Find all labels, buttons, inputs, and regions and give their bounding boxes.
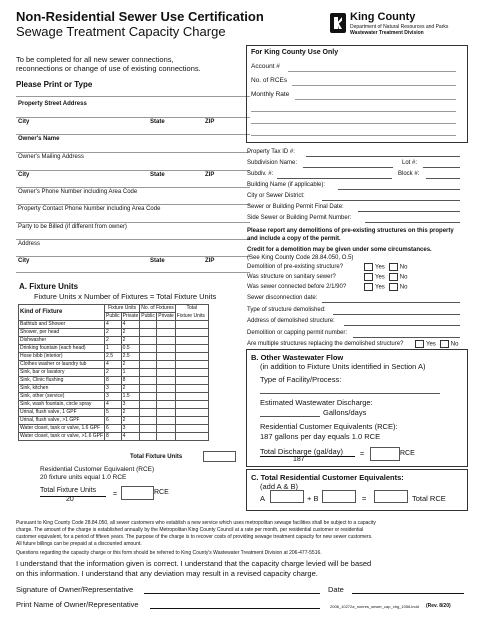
- fixture-units-public: 3: [105, 393, 122, 401]
- fixture-name: Shower, per head: [19, 329, 105, 337]
- side-sewer-field[interactable]: [365, 222, 460, 223]
- num-fixtures-private-field[interactable]: [157, 401, 176, 409]
- disconnect-label: Sewer disconnection date:: [247, 295, 318, 301]
- row-total-field[interactable]: [175, 321, 208, 329]
- permit-date-field[interactable]: [358, 211, 460, 212]
- fixture-units-private: 2: [121, 409, 140, 417]
- num-fixtures-private-field[interactable]: [157, 377, 176, 385]
- party-billed-label: Party to be Billed (if different from owner): [18, 224, 127, 230]
- date-label: Date: [328, 585, 344, 594]
- row-total-field[interactable]: [175, 369, 208, 377]
- gallons-label: Gallons/days: [323, 408, 367, 417]
- multiple-question: Are multiple structures replacing the demolished structure?: [247, 341, 404, 347]
- fixture-units-public: 2: [105, 329, 122, 337]
- fixture-units-public: 6: [105, 417, 122, 425]
- fixture-name: Water closet, tank or valve, 1.6 GPF: [19, 425, 105, 433]
- num-fixtures-public-field[interactable]: [140, 377, 157, 385]
- fixture-units-private: 1: [121, 369, 140, 377]
- intro-line-1: To be completed for all new sewer connections,: [16, 55, 174, 64]
- sanitary-yes-no: [360, 273, 407, 281]
- demo-no-checkbox[interactable]: [389, 263, 398, 271]
- form-revision: (Rev. 8/20): [426, 603, 451, 609]
- form-code: 2008_10272a_nonres_sewer_cap_chg_1056.indd: [330, 604, 419, 609]
- subdivision-label: Subdivision Name:: [247, 160, 298, 166]
- fixture-units-public: 4: [105, 321, 122, 329]
- row-total-field[interactable]: [175, 417, 208, 425]
- kc-rces-label: No. of RCEs: [251, 77, 288, 84]
- section-b-rce-field[interactable]: [370, 447, 400, 461]
- fixture-name: Bathtub and Shower: [19, 321, 105, 329]
- num-fixtures-public-field[interactable]: [140, 393, 157, 401]
- fixture-row: [19, 321, 209, 329]
- date-field[interactable]: [352, 593, 464, 594]
- facility-field[interactable]: [260, 393, 440, 394]
- estimated-field[interactable]: [260, 416, 320, 417]
- fixture-units-private: 3: [121, 425, 140, 433]
- sanitary-no-checkbox[interactable]: [389, 273, 398, 281]
- fixture-units-public: 5: [105, 409, 122, 417]
- estimated-label: Estimated Wastewater Discharge:: [260, 398, 373, 407]
- address-demo-label: Address of demolished structure:: [247, 318, 335, 324]
- fixture-row: [19, 353, 209, 361]
- sanitary-question: Was structure on sanitary sewer?: [247, 274, 336, 280]
- fixture-name: Sink, bar or lavatory: [19, 369, 105, 377]
- row-total-field[interactable]: [175, 433, 208, 441]
- rce-line-1: Residential Customer Equivalent (RCE): [40, 466, 155, 473]
- num-fixtures-private-field[interactable]: [157, 345, 176, 353]
- address-demo-field[interactable]: [344, 325, 460, 326]
- type-demo-field[interactable]: [333, 314, 460, 315]
- fixture-row: [19, 409, 209, 417]
- multiple-yes-label: Yes: [426, 341, 436, 348]
- kind-header: Kind of Fixture: [19, 305, 105, 321]
- num-fixtures-private-field[interactable]: [157, 393, 176, 401]
- fixture-units-private: 2.5: [121, 353, 140, 361]
- kc-box-title: For King County Use Only: [251, 49, 339, 56]
- address-label: Address: [18, 241, 41, 247]
- fixture-units-public: 2: [105, 369, 122, 377]
- fixture-name: Water closet, tank or valve, >1.6 GPF: [20, 433, 104, 439]
- multiple-no-label: No: [450, 341, 459, 348]
- footer-paragraph-3: customer equivalent, for a period of fifteen years. The purpose of the charge is to recover costs of providing sewage treatment capacity for new sewer customers.: [16, 534, 373, 540]
- credit-line-2: (See King County Code 28.84.050, O.5): [247, 255, 354, 261]
- tfu-label: Total Fixture Units: [40, 487, 97, 494]
- fixture-units-private: 4: [121, 321, 140, 329]
- section-c-total-field[interactable]: [374, 490, 408, 503]
- num-fixtures-private-field[interactable]: [157, 361, 176, 369]
- property-contact-field[interactable]: [16, 222, 250, 223]
- fixture-row: [19, 417, 209, 425]
- multiple-yes-no: [415, 340, 458, 348]
- state-label-3: State: [150, 258, 165, 264]
- section-b-rce-1: Residential Customer Equivalents (RCE):: [260, 422, 398, 431]
- section-b-rce-label: RCE: [400, 450, 415, 457]
- tfu-equals: =: [113, 491, 118, 498]
- row-total-field[interactable]: [175, 337, 208, 345]
- demo-yes-label: Yes: [375, 264, 385, 271]
- num-fixtures-private-field[interactable]: [157, 337, 176, 345]
- fixture-name: Sink, Clinic flushing: [19, 377, 105, 385]
- state-label-2: State: [150, 172, 165, 178]
- fixture-units-private: 2: [121, 361, 140, 369]
- num-fixtures-public-field[interactable]: [140, 385, 157, 393]
- signature-label: Signature of Owner/Representative: [16, 585, 134, 594]
- fixture-name: Sink, wash fountain, circle spray: [19, 401, 105, 409]
- building-name-label: Building Name (if applicable):: [247, 182, 326, 188]
- demo-permit-field[interactable]: [353, 337, 460, 338]
- type-demo-label: Type of structure demolished:: [247, 307, 326, 313]
- section-c-subtitle: (add A & B): [260, 482, 298, 491]
- section-b-title: B. Other Wastewater Flow: [251, 353, 344, 362]
- fixture-row: [19, 337, 209, 345]
- print-instruction: Please Print or Type: [16, 80, 93, 89]
- nf-private-header: Private: [158, 313, 174, 319]
- lot-field[interactable]: [423, 167, 460, 168]
- signature-field[interactable]: [144, 593, 320, 594]
- section-a-title: A. Fixture Units: [19, 282, 79, 291]
- num-fixtures-public-field[interactable]: [140, 417, 157, 425]
- report-line-1: Please report any demolitions of pre-existing structures on this property: [247, 228, 454, 234]
- fixture-name: Urinal, flush valve, >1 GPF: [19, 417, 105, 425]
- city-district-label: City or Sewer District:: [247, 193, 305, 199]
- demo-question: Demolition of pre-existing structure?: [247, 264, 344, 270]
- fixture-units-private: 2: [121, 385, 140, 393]
- zip-label-3: ZIP: [205, 258, 215, 264]
- block-field[interactable]: [426, 178, 460, 179]
- demo-permit-label: Demolition or capping permit number:: [247, 330, 348, 336]
- connected-yes-label: Yes: [375, 284, 385, 291]
- fixture-name: Sink, other (service): [19, 393, 105, 401]
- fixture-row: [19, 361, 209, 369]
- tax-id-label: Property Tax ID #:: [247, 149, 295, 155]
- fixture-units-private: 4: [121, 433, 140, 441]
- understand-line-1: I understand that the information given is correct. I understand that the capacity charge levied will be based: [16, 559, 372, 568]
- connected-question: Was sewer connected before 2/1/90?: [247, 284, 347, 290]
- kc-account-label: Account #: [251, 63, 280, 70]
- city-district-field[interactable]: [322, 200, 460, 201]
- num-fixtures-public-field[interactable]: [140, 345, 157, 353]
- row-total-field[interactable]: [175, 393, 208, 401]
- kc-account-field[interactable]: [288, 71, 456, 72]
- understand-line-2: on this information. I understand that any deviation may result in a revised capacity charge.: [16, 569, 318, 578]
- owner-phone-field[interactable]: [16, 204, 250, 205]
- kc-rces-field[interactable]: [292, 85, 456, 86]
- fixture-row: [19, 377, 209, 385]
- row-total-field[interactable]: [175, 425, 208, 433]
- row-total-field[interactable]: [175, 353, 208, 361]
- num-fixtures-public-field[interactable]: [140, 321, 157, 329]
- fixture-row: [19, 345, 209, 353]
- owner-mailing-label: Owner's Mailing Address: [18, 154, 84, 160]
- fixture-name: Hose bibb (interior): [19, 353, 105, 361]
- print-name-field[interactable]: [150, 608, 320, 609]
- city-field-3[interactable]: [16, 272, 250, 273]
- row-total-field[interactable]: [175, 345, 208, 353]
- rce-line-2: 20 fixture units equal 1.0 RCE: [40, 474, 127, 481]
- lot-label: Lot #:: [402, 160, 418, 166]
- report-line-2: and include a copy of the permit.: [247, 236, 341, 242]
- fixture-units-private: 3: [121, 401, 140, 409]
- section-c-b-label: + B: [307, 494, 319, 503]
- zip-label-1: ZIP: [205, 119, 215, 125]
- num-fixtures-public-field[interactable]: [140, 337, 157, 345]
- total-header-2: Fixture Units: [175, 313, 208, 321]
- permit-date-label: Sewer or Building Permit Final Date:: [247, 204, 344, 210]
- fixture-units-private: 1.5: [121, 393, 140, 401]
- row-total-field[interactable]: [175, 401, 208, 409]
- row-total-field[interactable]: [175, 377, 208, 385]
- fixture-row: [19, 329, 209, 337]
- city-label-2: City: [18, 172, 30, 178]
- fixture-units-public: 6: [105, 425, 122, 433]
- fixture-row: [19, 401, 209, 409]
- fixture-row: [19, 393, 209, 401]
- num-fixtures-public-field[interactable]: [140, 433, 157, 441]
- section-b-subtitle: (in addition to Fixture Units identified in Section A): [260, 362, 426, 371]
- fixture-name: Drinking fountain (each head): [19, 345, 105, 353]
- owner-name-field[interactable]: [16, 152, 250, 153]
- owner-mailing-field[interactable]: [16, 170, 250, 171]
- fixture-row: [19, 385, 209, 393]
- property-street-field[interactable]: [16, 117, 250, 118]
- property-contact-label: Property Contact Phone Number including Area Code: [18, 206, 161, 212]
- city-field-2[interactable]: [16, 187, 250, 188]
- fixture-row: [19, 369, 209, 377]
- king-county-logo: [330, 11, 465, 39]
- fixture-name: Dishwasher: [19, 337, 105, 345]
- sanitary-yes-label: Yes: [375, 274, 385, 281]
- party-billed-field[interactable]: [16, 239, 250, 240]
- form-title: Non-Residential Sewer Use Certification: [16, 9, 264, 24]
- address-field[interactable]: [16, 256, 250, 257]
- total-fixture-units-label: Total Fixture Units: [130, 454, 183, 460]
- multiple-no-checkbox[interactable]: [440, 340, 449, 348]
- fixture-units-public: 4: [105, 401, 122, 409]
- connected-yes-checkbox[interactable]: [364, 283, 373, 291]
- city-label-3: City: [18, 258, 30, 264]
- row-total-field[interactable]: [175, 385, 208, 393]
- section-c-total-label: Total RCE: [412, 494, 446, 503]
- num-fixtures-public-field[interactable]: [140, 329, 157, 337]
- credit-line-1: Credit for a demolition may be given under some circumstances.: [247, 247, 432, 253]
- connected-yes-no: [360, 283, 407, 291]
- num-fixtures-private-field[interactable]: [157, 433, 176, 441]
- fixture-row: [19, 425, 209, 433]
- city-field-1[interactable]: [16, 134, 250, 135]
- section-c-title: C. Total Residential Customer Equivalents:: [251, 473, 404, 482]
- sanitary-no-label: No: [399, 274, 408, 281]
- subdivision-field[interactable]: [303, 167, 393, 168]
- building-name-field[interactable]: [338, 189, 460, 190]
- owner-name-label: Owner's Name: [18, 136, 60, 142]
- tax-id-field[interactable]: [306, 156, 460, 157]
- fixture-units-public: 2: [105, 337, 122, 345]
- total-header: Total: [175, 305, 208, 313]
- intro-line-2: reconnections or change of use of existing connections.: [16, 64, 201, 73]
- num-fixtures-public-field[interactable]: [140, 361, 157, 369]
- print-name-label: Print Name of Owner/Representative: [16, 600, 139, 609]
- fixture-name: Urinal, flush valve, 1 GPF: [19, 409, 105, 417]
- num-fixtures-private-field[interactable]: [157, 369, 176, 377]
- fixture-units-header: Fixture Units: [105, 305, 140, 313]
- section-a-rce-label: RCE: [154, 489, 169, 496]
- fixture-units-public: 8: [105, 433, 122, 441]
- section-c-b-field[interactable]: [322, 490, 356, 503]
- num-fixtures-public-field[interactable]: [140, 409, 157, 417]
- sanitary-yes-checkbox[interactable]: [364, 273, 373, 281]
- footer-questions: Questions regarding the capacity charge or this form should be referred to King County's Wastewater Treatment Division at 206-477-5516.: [16, 550, 322, 556]
- num-fixtures-private-field[interactable]: [157, 353, 176, 361]
- row-total-field[interactable]: [175, 361, 208, 369]
- num-fixtures-private-field[interactable]: [157, 321, 176, 329]
- section-c-a-field[interactable]: [270, 490, 304, 503]
- fixture-units-public: 2.5: [105, 353, 122, 361]
- kc-monthly-label: Monthly Rate: [251, 91, 290, 98]
- zip-label-2: ZIP: [205, 172, 215, 178]
- discharge-label: Total Discharge (gal/day): [260, 447, 343, 456]
- fixture-units-private: 2: [121, 417, 140, 425]
- form-subtitle: Sewage Treatment Capacity Charge: [16, 24, 226, 39]
- tfu-value: 20: [66, 496, 74, 503]
- row-total-field[interactable]: [175, 409, 208, 417]
- num-fixtures-private-field[interactable]: [157, 425, 176, 433]
- kc-monthly-field[interactable]: [295, 99, 456, 100]
- section-c-equals: =: [362, 494, 367, 503]
- nf-public-header: Public: [141, 313, 155, 319]
- fixture-units-public: 1: [105, 345, 122, 353]
- state-label-1: State: [150, 119, 165, 125]
- fixture-units-private: 0.5: [121, 345, 140, 353]
- block-label: Block #:: [398, 171, 420, 177]
- row-total-field[interactable]: [175, 329, 208, 337]
- multiple-yes-checkbox[interactable]: [415, 340, 424, 348]
- demo-yes-checkbox[interactable]: [364, 263, 373, 271]
- section-a-subtitle: Fixture Units x Number of Fixtures = Total Fixture Units: [34, 292, 217, 301]
- fixture-table: [18, 304, 209, 441]
- subdiv-num-label: Subdiv. #:: [247, 171, 274, 177]
- footer-paragraph-4: All future billings can be prepaid at a discounted amount.: [16, 541, 142, 547]
- connected-no-checkbox[interactable]: [389, 283, 398, 291]
- facility-label: Type of Facility/Process:: [260, 375, 342, 384]
- section-c-a-label: A: [260, 494, 266, 503]
- fixture-units-private: 2: [121, 329, 140, 337]
- num-fixtures-public-field[interactable]: [140, 353, 157, 361]
- discharge-equals: =: [360, 451, 365, 458]
- num-fixtures-public-field[interactable]: [140, 425, 157, 433]
- logo-division: Wastewater Treatment Division: [350, 30, 424, 36]
- num-fixtures-public-field[interactable]: [140, 401, 157, 409]
- section-a-rce-field[interactable]: [121, 486, 154, 500]
- disconnect-field[interactable]: [322, 302, 460, 303]
- connected-no-label: No: [399, 284, 408, 291]
- fixture-units-public: 8: [105, 377, 122, 385]
- total-fixture-units-field[interactable]: [203, 451, 236, 462]
- fixture-name: Sink, kitchen: [19, 385, 105, 393]
- num-fixtures-public-field[interactable]: [140, 369, 157, 377]
- fixture-name: Clothes washer or laundry tub: [19, 361, 105, 369]
- subdiv-num-field[interactable]: [277, 178, 392, 179]
- fixture-row: [19, 433, 209, 441]
- num-fixtures-private-field[interactable]: [157, 409, 176, 417]
- num-fixtures-private-field[interactable]: [157, 417, 176, 425]
- footer-paragraph-2: charge. The amount of the charge is established annually by the Metropolitan King County Council at a rate per month, per residential customer or residential: [16, 527, 364, 533]
- discharge-value: 187: [293, 456, 305, 463]
- fixture-units-public: 3: [105, 385, 122, 393]
- fu-private-header: Private: [122, 313, 139, 319]
- fixture-units-private: 2: [121, 337, 140, 345]
- num-fixtures-private-field[interactable]: [157, 385, 176, 393]
- fixture-units-private: 8: [121, 377, 140, 385]
- demo-yes-no: [360, 263, 407, 271]
- num-fixtures-header: No. of Fixtures: [141, 305, 174, 311]
- side-sewer-label: Side Sewer or Building Permit Number:: [247, 215, 352, 221]
- king-county-crown-icon: [330, 13, 346, 33]
- num-fixtures-private-field[interactable]: [157, 329, 176, 337]
- logo-department: Department of Natural Resources and Parks: [350, 24, 449, 30]
- fixture-units-public: 4: [105, 361, 122, 369]
- demo-no-label: No: [399, 264, 408, 271]
- property-street-label: Property Street Address: [18, 101, 87, 107]
- footer-paragraph-1: Pursuant to King County Code 28.84.050, all sewer customers who establish a new service which uses metropolitan sewage facilities shall be subject to a capacity: [16, 520, 376, 526]
- section-b-rce-2: 187 gallons per day equals 1.0 RCE: [260, 432, 381, 441]
- fu-public-header: Public: [106, 313, 120, 319]
- city-label-1: City: [18, 119, 30, 125]
- logo-name: King County: [350, 11, 416, 23]
- owner-phone-label: Owner's Phone Number including Area Code: [18, 189, 138, 195]
